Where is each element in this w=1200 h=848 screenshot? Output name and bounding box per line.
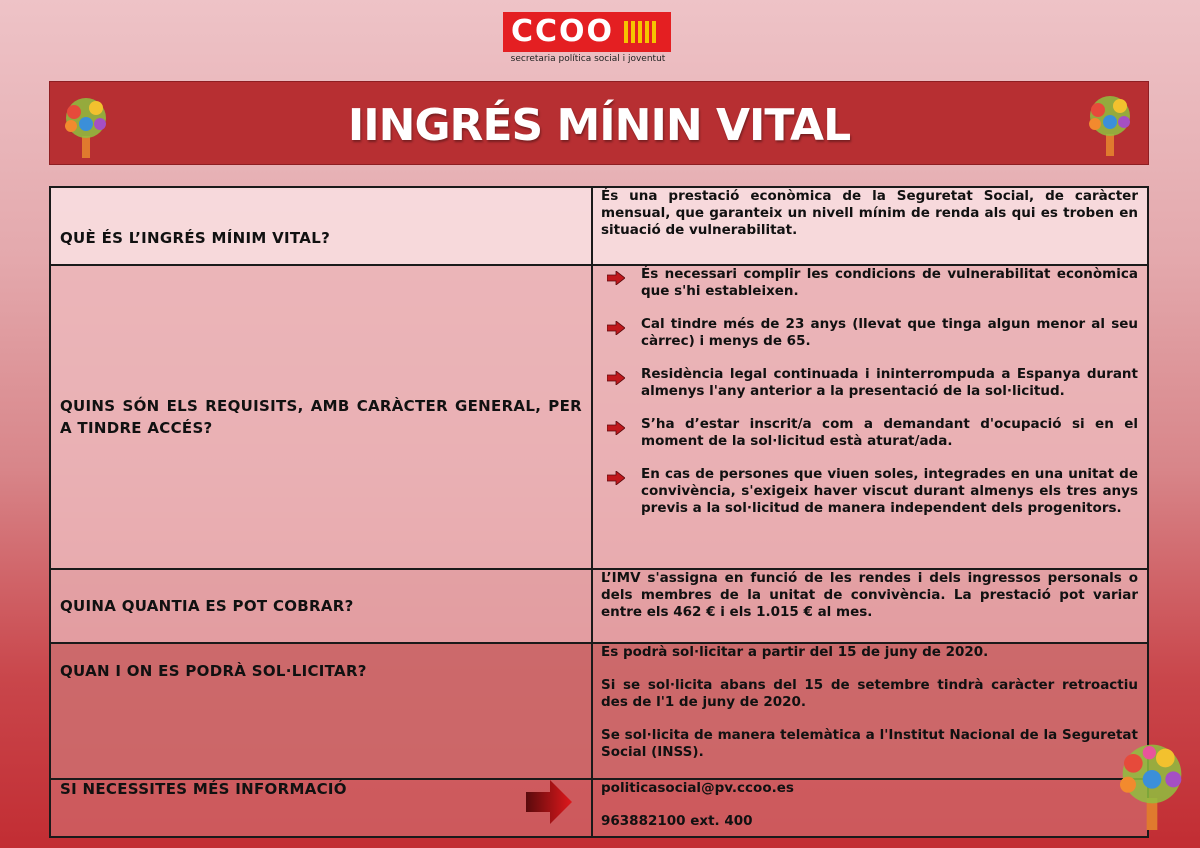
- question-cell: [50, 265, 592, 569]
- question-text: QUAN I ON ES PODRÀ SOL·LICITAR?: [60, 662, 367, 680]
- list-item-text: S’ha d’estar inscrit/a com a demandant d'ocupació si en el moment de la sol·licitud està aturat/ada.: [641, 416, 1138, 449]
- list-item: [601, 466, 1138, 517]
- table-row: [50, 265, 1148, 569]
- answer-paragraph: Es podrà sol·licitar a partir del 15 de juny de 2020.: [601, 644, 989, 660]
- red-arrow-icon: [607, 421, 625, 435]
- red-arrow-icon: [607, 371, 625, 385]
- answer-text: És una prestació econòmica de la Seguretat Social, de caràcter mensual, que garanteix un nivell mínim de renda als qui es troben en situació de vulnerabilitat.: [601, 188, 1138, 238]
- title-banner: [49, 81, 1149, 165]
- contact-email[interactable]: politicasocial@pv.ccoo.es: [601, 780, 794, 796]
- answer-cell: [592, 779, 1148, 837]
- answer-cell: [592, 569, 1148, 643]
- list-item: [601, 366, 1138, 400]
- question-cell: [50, 643, 592, 779]
- answer-paragraph: Se sol·licita de manera telemàtica a l'Institut Nacional de la Seguretat Social (INSS).: [601, 727, 1138, 760]
- answer-cell: [592, 265, 1148, 569]
- big-red-arrow-icon: [526, 780, 572, 824]
- hands-tree-icon: [1080, 90, 1140, 160]
- table-row: [50, 187, 1148, 265]
- list-item-text: Cal tindre més de 23 anys (llevat que tinga algun menor al seu càrrec) i menys de 65.: [641, 316, 1138, 349]
- red-arrow-icon: [607, 471, 625, 485]
- table-row: [50, 643, 1148, 779]
- requirements-list: [601, 266, 1138, 517]
- question-cell: [50, 187, 592, 265]
- question-text: SI NECESSITES MÉS INFORMACIÓ: [60, 780, 347, 798]
- page-title: IINGRÉS MÍNIN VITAL: [347, 100, 851, 151]
- hands-tree-icon: [1112, 738, 1192, 834]
- question-text: QUÈ ÉS L’INGRÉS MÍNIM VITAL?: [60, 229, 331, 247]
- logo-box: [503, 12, 671, 52]
- list-item-text: En cas de persones que viuen soles, integrades en una unitat de convivència, s'exigeix haver viscut durant almenys els tres anys previs a la sol·licitud de manera independent dels progenitors.: [641, 466, 1138, 516]
- answer-paragraph: Si se sol·licita abans del 15 de setembre tindrà caràcter retroactiu des de l'1 de juny de 2020.: [601, 677, 1138, 710]
- red-arrow-icon: [607, 321, 625, 335]
- list-item: [601, 266, 1138, 300]
- question-cell: [50, 779, 592, 837]
- list-item-text: Residència legal continuada i ininterrompuda a Espanya durant almenys l'any anterior a la presentació de la sol·licitud.: [641, 366, 1138, 399]
- question-text: QUINA QUANTIA ES POT COBRAR?: [60, 597, 354, 615]
- question-cell: [50, 569, 592, 643]
- red-arrow-icon: [607, 271, 625, 285]
- logo-text: CCOO: [511, 14, 615, 49]
- ccoo-logo: [503, 12, 673, 64]
- info-table: [49, 186, 1149, 838]
- logo-bars-icon: [624, 21, 656, 43]
- logo-subtitle: secretaria política social i joventut: [510, 54, 666, 64]
- table-row: [50, 569, 1148, 643]
- answer-text: L’IMV s'assigna en funció de les rendes i dels ingressos personals o dels membres de la unitat de convivència. La prestació pot variar entre els 462 € i els 1.015 € al mes.: [601, 570, 1138, 620]
- answer-cell: [592, 643, 1148, 779]
- answer-cell: [592, 187, 1148, 265]
- list-item-text: És necessari complir les condicions de vulnerabilitat econòmica que s'hi estableixen.: [641, 266, 1138, 299]
- list-item: [601, 316, 1138, 350]
- list-item: [601, 416, 1138, 450]
- contact-phone[interactable]: 963882100 ext. 400: [601, 813, 753, 829]
- table-row: [50, 779, 1148, 837]
- question-text: QUINS SÓN ELS REQUISITS, AMB CARÀCTER GENERAL, PER A TINDRE ACCÉS?: [60, 397, 582, 437]
